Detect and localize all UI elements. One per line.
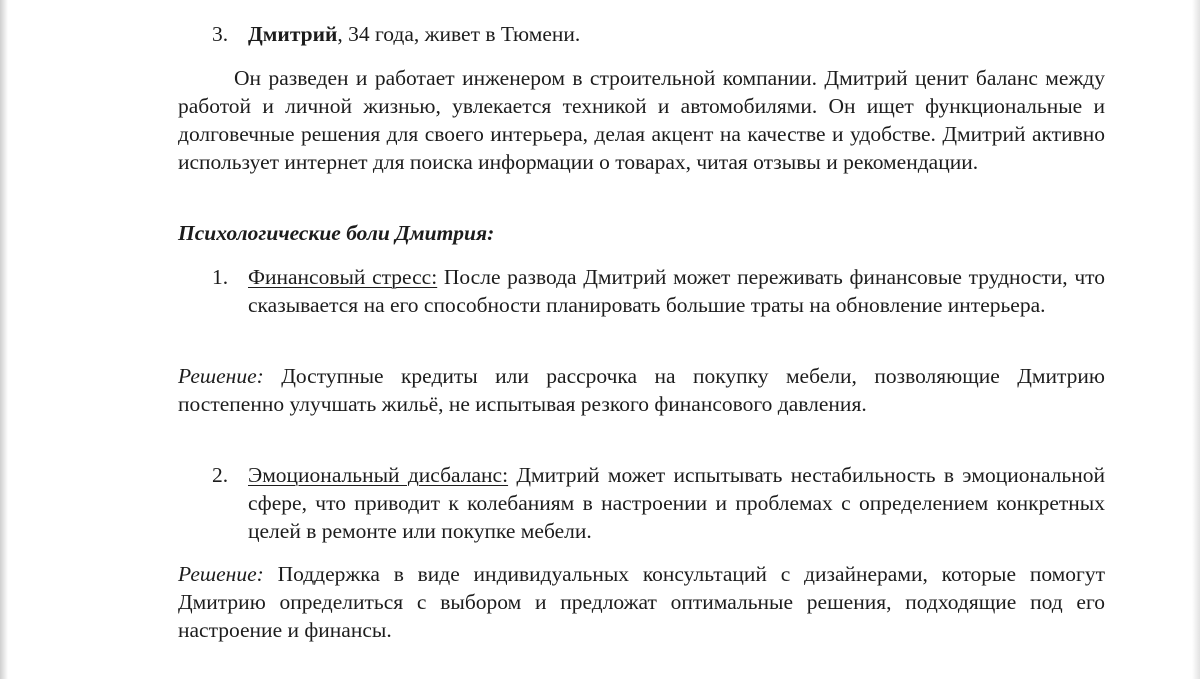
solution-paragraph xyxy=(178,560,1105,644)
pains-heading: Психологические боли Дмитрия: xyxy=(178,221,495,245)
person-intro-rest: , 34 года, живет в Тюмени. xyxy=(337,22,581,46)
pain-text: После развода Дмитрий может переживать финансовые трудности, что сказывается на его способности планировать большие траты на обновление интерьера. xyxy=(248,265,1106,317)
person-intro xyxy=(248,20,1105,48)
page-left-edge xyxy=(0,0,8,679)
pain-title: Финансовый стресс: xyxy=(248,265,438,289)
solution-label: Решение: xyxy=(178,364,264,388)
solution-text: Поддержка в виде индивидуальных консультаций с дизайнерами, которые помогут Дмитрию определиться с выбором и предложат оптимальные решения, подходящие под его настроение и финансы. xyxy=(178,562,1105,642)
pain-body xyxy=(248,461,1105,545)
pain-list-item xyxy=(178,461,1105,545)
list-number: 1. xyxy=(212,265,229,289)
solution-paragraph xyxy=(178,362,1105,418)
page-right-edge xyxy=(1192,0,1200,679)
person-description: Он разведен и работает инженером в строительной компании. Дмитрий ценит баланс между работой и личной жизнью, увлекается техникой и автомобилями. Он ищет функциональные и долговечные решения для своего интерьера, делая акцент на качестве и удобстве. Дмитрий активно использует интернет для поиска информации о товарах, читая отзывы и рекомендации. xyxy=(178,66,1105,174)
list-number: 3. xyxy=(212,22,229,46)
person-name: Дмитрий xyxy=(248,22,338,46)
pain-title: Эмоциональный дисбаланс: xyxy=(248,463,509,487)
pain-text: Дмитрий может испытывать нестабильность в эмоциональной сфере, что приводит к колебаниям в настроении и проблемах с определением конкретных целей в ремонте или покупке мебели. xyxy=(248,463,1105,543)
solution-text: Доступные кредиты или рассрочка на покупку мебели, позволяющие Дмитрию постепенно улучшать жильё, не испытывая резкого финансового давления. xyxy=(178,364,1105,416)
solution-label: Решение: xyxy=(178,562,264,586)
list-number: 2. xyxy=(212,463,229,487)
pain-body xyxy=(248,263,1105,319)
person-list-item xyxy=(178,20,1105,48)
pain-list-item xyxy=(178,263,1105,319)
